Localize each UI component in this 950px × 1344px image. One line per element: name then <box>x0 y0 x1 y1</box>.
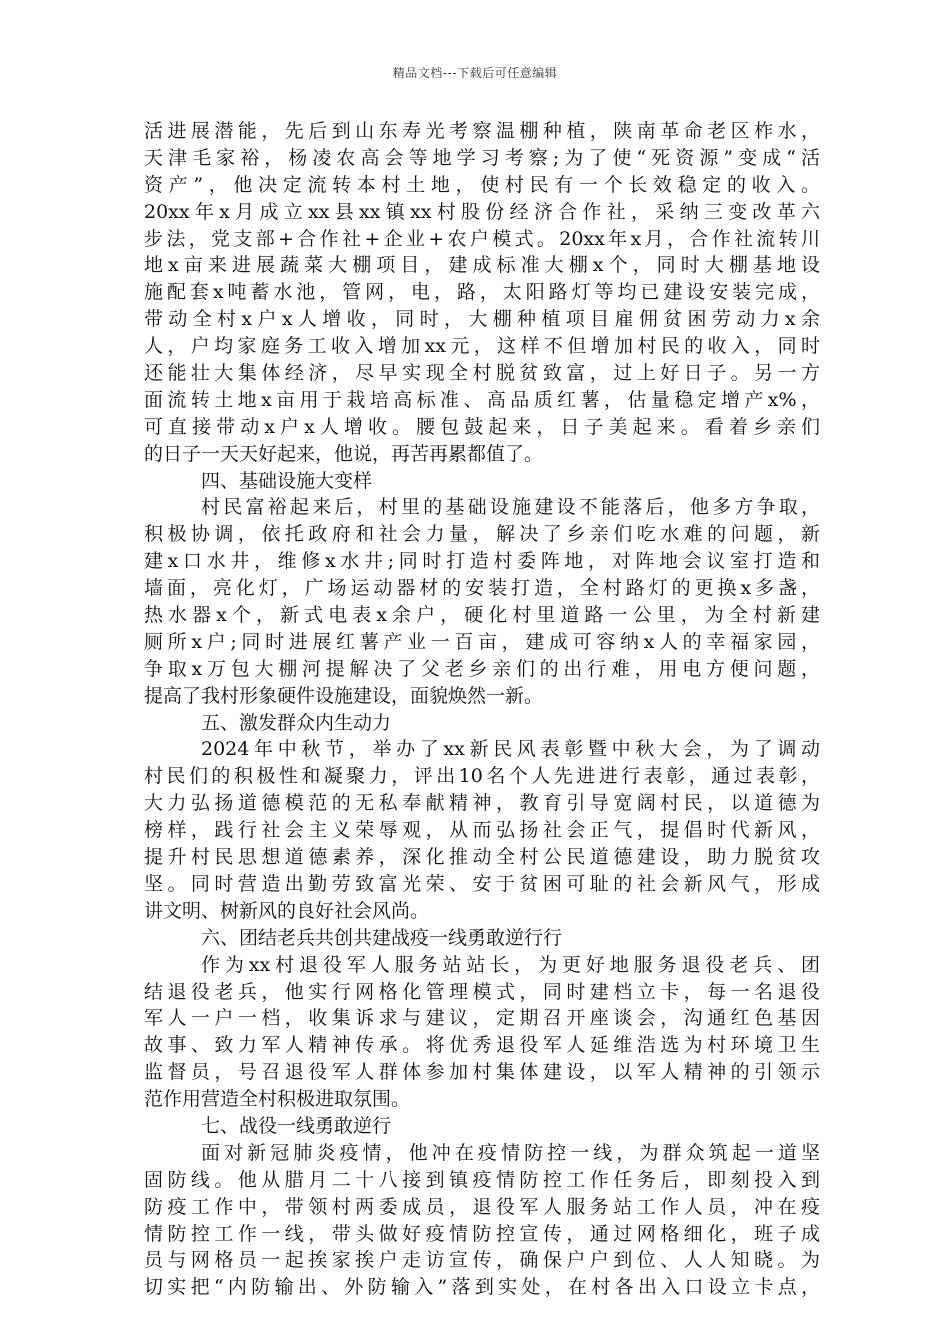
paragraph-line: 争取x万包大棚河提解决了父老乡亲们的出行难，用电方便问题， <box>144 657 820 680</box>
paragraph-line: 提高了我村形象硬件设施建设，面貌焕然一新。 <box>144 684 544 707</box>
paragraph-line: 天津毛家裕，杨凌农高会等地学习考察;为了使“死资源”变成“活 <box>144 146 820 169</box>
paragraph-line: 面流转土地x亩用于栽培高标准、高品质红薯，估量稳定增产x%， <box>144 388 820 411</box>
paragraph-line: 热水器x个，新式电表x余户，硬化村里道路一公里，为全村新建 <box>144 604 820 627</box>
paragraph-line: 村民们的积极性和凝聚力，评出10名个人先进进行表彰，通过表彰， <box>144 765 820 788</box>
section-heading: 四、基础设施大变样 <box>201 469 373 492</box>
paragraph-line: 范作用营造全村积极进取氛围。 <box>144 1088 411 1111</box>
paragraph-line: 积极协调，依托政府和社会力量，解决了乡亲们吃水难的问题，新 <box>144 523 820 546</box>
paragraph <box>144 952 820 1113</box>
paragraph-line: 带动全村x户x人增收，同时，大棚种植项目雇佣贫困劳动力x余 <box>144 308 820 331</box>
document-body <box>144 118 820 1301</box>
paragraph-line: 可直接带动x户x人增收。腰包鼓起来，日子美起来。看着乡亲们 <box>144 415 820 438</box>
paragraph-line: 作为xx村退役军人服务站站长，为更好地服务退役老兵、团 <box>201 953 820 976</box>
paragraph-line: 监督员，号召退役军人群体参加村集体建设，以军人精神的引领示 <box>144 1061 820 1084</box>
paragraph-line: 资产”，他决定流转本村土地，使村民有一个长效稳定的收入。 <box>144 173 820 196</box>
paragraph-line: 还能壮大集体经济，尽早实现全村脱贫致富，过上好日子。另一方 <box>144 362 820 385</box>
paragraph-line: 村民富裕起来后，村里的基础设施建设不能落后，他多方争取， <box>201 496 820 519</box>
section-heading: 五、激发群众内生动力 <box>201 711 392 734</box>
paragraph-line: 活进展潜能，先后到山东寿光考察温棚种植，陕南革命老区柞水， <box>144 120 820 142</box>
paragraph <box>144 494 820 709</box>
paragraph-line: 提升村民思想道德素养，深化推动全村公民道德建设，助力脱贫攻 <box>144 846 820 869</box>
paragraph-line: 墙面，亮化灯，广场运动器材的安装打造，全村路灯的更换x多盏， <box>144 577 820 600</box>
paragraph-line: 军人一户一档，收集诉求与建议，定期召开座谈会，沟通红色基因 <box>144 1007 820 1030</box>
paragraph-line: 施配套x吨蓄水池，管网，电，路，太阳路灯等均已建设安装完成， <box>144 281 820 304</box>
paragraph-line: 坚。同时营造出勤劳致富光荣、安于贫困可耻的社会新风气，形成 <box>144 872 820 895</box>
paragraph-line: 建x口水井，维修x水井;同时打造村委阵地，对阵地会议室打造和 <box>144 550 820 573</box>
paragraph <box>144 736 820 924</box>
page-header: 精品文档---下载后可任意编辑 <box>392 66 558 80</box>
paragraph-line: 人，户均家庭务工收入增加xx元，这样不但增加村民的收入，同时 <box>144 335 820 358</box>
paragraph-line: 20xx年x月成立xx县xx镇xx村股份经济合作社，采纳三变改革六 <box>144 200 820 223</box>
paragraph-line: 固防线。他从腊月二十八接到镇疫情防控工作任务后，即刻投入到 <box>144 1168 820 1191</box>
paragraph-line: 切实把“内防输出、外防输入”落到实处，在村各出入口设立卡点， <box>144 1276 820 1299</box>
paragraph-line: 员与网格员一起挨家挨户走访宣传，确保户户到位、人人知晓。为 <box>144 1249 820 1272</box>
paragraph-line: 情防控工作一线，带头做好疫情防控宣传，通过网格细化，班子成 <box>144 1222 820 1245</box>
paragraph-line: 面对新冠肺炎疫情，他冲在疫情防控一线，为群众筑起一道坚 <box>201 1141 820 1164</box>
paragraph-line: 地x亩来进展蔬菜大棚项目，建成标准大棚x个，同时大棚基地设 <box>144 254 820 277</box>
paragraph-line: 大力弘扬道德模范的无私奉献精神，教育引导宽阔村民，以道德为 <box>144 792 820 815</box>
paragraph <box>144 118 820 468</box>
paragraph <box>144 1140 820 1301</box>
paragraph-line: 讲文明、树新风的良好社会风尚。 <box>144 899 430 922</box>
paragraph-line: 结退役老兵，他实行网格化管理模式，同时建档立卡，每一名退役 <box>144 980 820 1003</box>
section-heading: 七、战役一线勇敢逆行 <box>201 1114 392 1137</box>
paragraph-line: 故事、致力军人精神传承。将优秀退役军人延维浩选为村环境卫生 <box>144 1034 820 1057</box>
paragraph-line: 榜样，践行社会主义荣辱观，从而弘扬社会正气，提倡时代新风， <box>144 819 820 842</box>
paragraph-line: 步法，党支部+合作社+企业+农户模式。20xx年x月，合作社流转川 <box>144 227 820 250</box>
paragraph-line: 2024年中秋节，举办了xx新民风表彰暨中秋大会，为了调动 <box>201 738 820 761</box>
paragraph-line: 防疫工作中，带领村两委成员，退役军人服务站工作人员，冲在疫 <box>144 1195 820 1218</box>
section-heading: 六、团结老兵共创共建战疫一线勇敢逆行行 <box>201 926 563 949</box>
paragraph-line: 的日子一天天好起来，他说，再苦再累都值了。 <box>144 442 544 465</box>
paragraph-line: 厕所x户;同时进展红薯产业一百亩，建成可容纳x人的幸福家园， <box>144 630 820 653</box>
